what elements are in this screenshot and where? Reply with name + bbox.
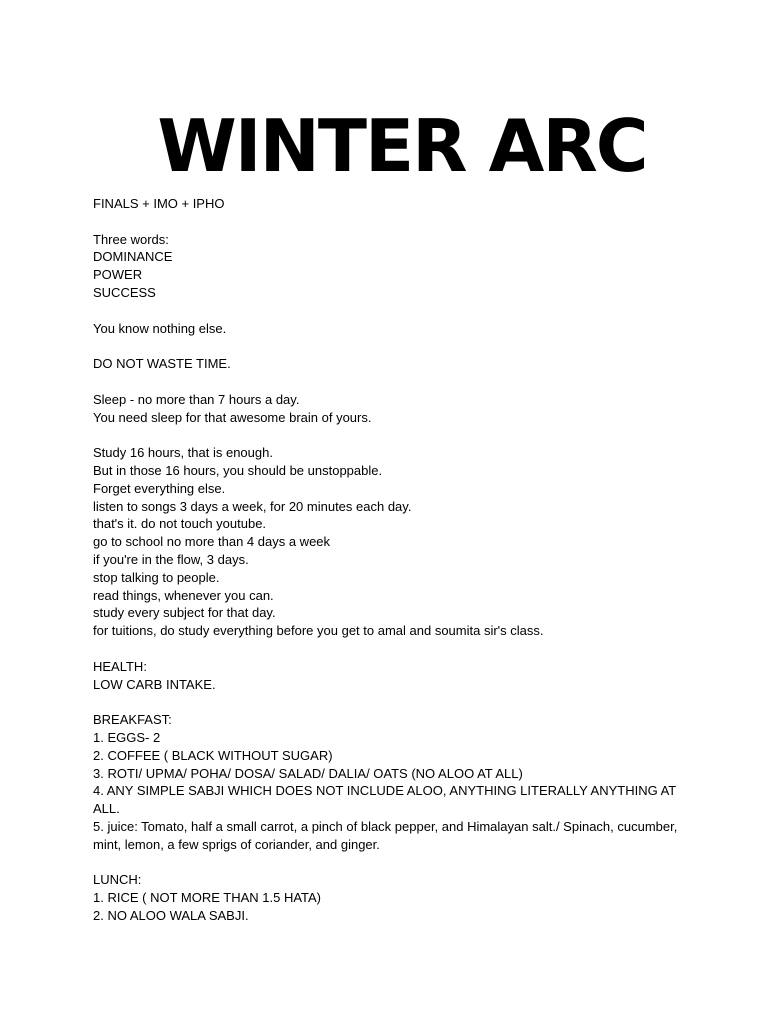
blank-line (93, 337, 683, 355)
text-line: 1. RICE ( NOT MORE THAN 1.5 HATA) (93, 890, 322, 906)
text-line: HEALTH: (93, 658, 147, 674)
text-line: if you're in the flow, 3 days. (93, 551, 249, 567)
text-line: 1. EGGS- 2 (93, 729, 161, 745)
document-body (93, 195, 683, 925)
text-line: 2. COFFEE ( BLACK WITHOUT SUGAR) (93, 747, 333, 763)
text-line: stop talking to people. (93, 569, 220, 585)
text-line: study every subject for that day. (93, 605, 276, 621)
text-line: that's it. do not touch youtube. (93, 516, 267, 532)
text-line: 2. NO ALOO WALA SABJI. (93, 907, 249, 923)
text-line: But in those 16 hours, you should be unstoppable. (93, 462, 383, 478)
blank-line (93, 693, 683, 711)
text-line: POWER (93, 267, 143, 283)
text-line: FINALS + IMO + IPHO (93, 196, 225, 211)
blank-line (93, 213, 683, 231)
blank-line (93, 640, 683, 658)
text-line: DOMINANCE (93, 249, 173, 265)
text-line: Study 16 hours, that is enough. (93, 445, 273, 461)
text-line: SUCCESS (93, 284, 156, 300)
text-line: LOW CARB INTAKE. (93, 676, 216, 692)
text-line: Forget everything else. (93, 480, 226, 496)
text-line: DO NOT WASTE TIME. (93, 356, 231, 372)
blank-line (93, 302, 683, 320)
text-line: You need sleep for that awesome brain of yours. (93, 409, 372, 425)
text-line: 5. juice: Tomato, half a small carrot, a pinch of black pepper, and Himalayan salt./ Spinach, cucumber, mint, lemon, a few sprigs of coriander, and ginger. (93, 818, 678, 852)
text-line: You know nothing else. (93, 320, 227, 336)
text-line: LUNCH: (93, 872, 142, 888)
text-line: Sleep - no more than 7 hours a day. (93, 391, 300, 407)
text-line: go to school no more than 4 days a week (93, 534, 331, 550)
text-line: read things, whenever you can. (93, 587, 274, 603)
text-line: 3. ROTI/ UPMA/ POHA/ DOSA/ SALAD/ DALIA/ OATS (NO ALOO AT ALL) (93, 765, 523, 781)
text-line: Three words: (93, 231, 169, 247)
text-line: for tuitions, do study everything before you get to amal and soumita sir's class. (93, 623, 544, 639)
document-title: WINTER ARC (157, 104, 647, 188)
text-line: BREAKFAST: (93, 712, 172, 728)
blank-line (93, 426, 683, 444)
blank-line (93, 373, 683, 391)
text-line: listen to songs 3 days a week, for 20 minutes each day. (93, 498, 412, 514)
text-line: 4. ANY SIMPLE SABJI WHICH DOES NOT INCLUDE ALOO, ANYTHING LITERALLY ANYTHING AT ALL. (93, 783, 676, 817)
blank-line (93, 853, 683, 871)
